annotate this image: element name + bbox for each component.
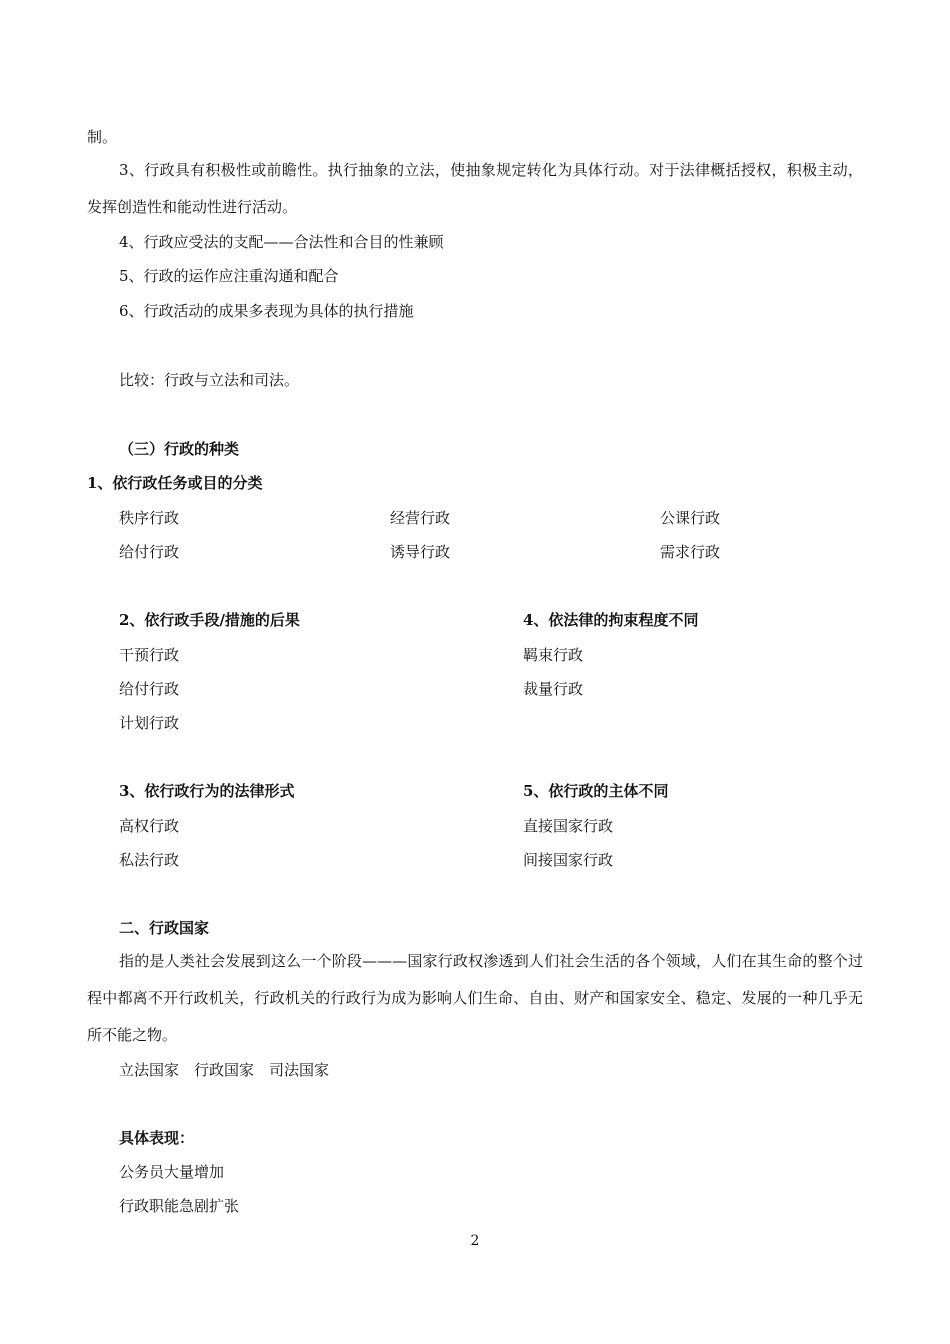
list-item: 行政职能急剧扩张 — [119, 1197, 240, 1215]
section-heading: 具体表现： — [119, 1129, 195, 1147]
text-line: 4、行政应受法的支配——合法性和合目的性兼顾 — [119, 233, 444, 251]
state-paragraph: 指的是人类社会发展到这么一个阶段———国家行政权渗透到人们社会生活的各个领域，人们在其生命的整个过程中都离不开行政机关，行政机关的行政行为成为影响人们生命、自由、财产和国家安全、稳定、发展的一种几乎无所不能之物。 — [87, 952, 863, 1044]
category-heading: 1、依行政任务或目的分类 — [87, 474, 263, 492]
list-item: 羁束行政 — [523, 646, 584, 664]
grid-item: 秩序行政 — [119, 509, 180, 527]
list-item: 直接国家行政 — [523, 817, 614, 835]
list-item: 公务员大量增加 — [119, 1163, 225, 1181]
category-heading: 4、依法律的拘束程度不同 — [523, 611, 699, 629]
text-line: 6、行政活动的成果多表现为具体的执行措施 — [119, 302, 414, 320]
paragraph-3: 3、行政具有积极性或前瞻性。执行抽象的立法，使抽象规定转化为具体行动。对于法律概括授权，积极主动，发挥创造性和能动性进行活动。 — [87, 161, 863, 216]
list-item: 干预行政 — [119, 646, 180, 664]
page-number: 2 — [470, 1233, 480, 1249]
list-item: 给付行政 — [119, 680, 180, 698]
list-item: 计划行政 — [119, 714, 180, 732]
list-item: 私法行政 — [119, 851, 180, 869]
category-heading: 2、依行政手段/措施的后果 — [119, 611, 300, 629]
list-item: 间接国家行政 — [523, 851, 614, 869]
category-heading: 5、依行政的主体不同 — [523, 782, 669, 800]
compare-line: 比较：行政与立法和司法。 — [119, 371, 300, 389]
list-item: 高权行政 — [119, 817, 180, 835]
section-heading: 二、行政国家 — [119, 919, 210, 937]
state-types: 立法国家 行政国家 司法国家 — [119, 1061, 330, 1079]
grid-item: 经营行政 — [390, 509, 451, 527]
list-item: 裁量行政 — [523, 680, 584, 698]
text-line: 制。 — [87, 128, 118, 146]
grid-item: 需求行政 — [660, 543, 721, 561]
grid-item: 给付行政 — [119, 543, 180, 561]
section-heading: （三）行政的种类 — [119, 440, 240, 458]
grid-item: 公课行政 — [660, 509, 721, 527]
text-line: 5、行政的运作应注重沟通和配合 — [119, 267, 339, 285]
category-heading: 3、依行政行为的法律形式 — [119, 782, 295, 800]
grid-item: 诱导行政 — [390, 543, 451, 561]
